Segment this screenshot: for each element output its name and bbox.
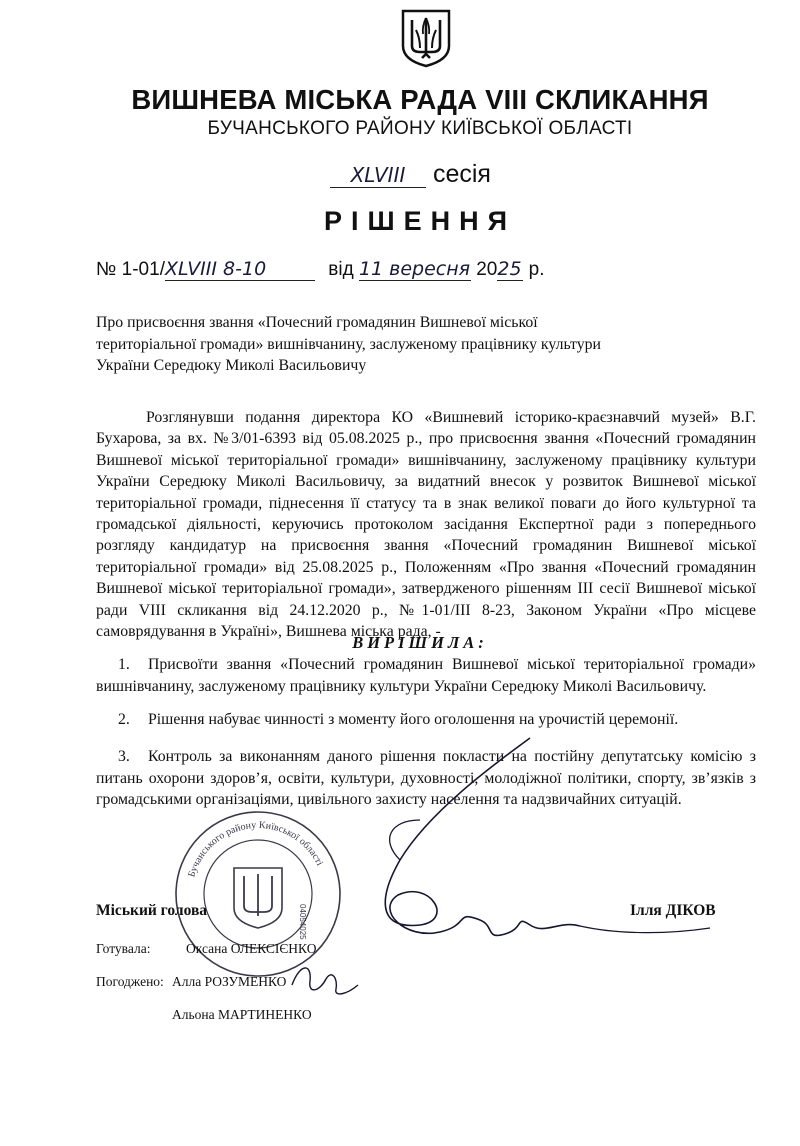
item-text: Рішення набуває чинності з моменту його оголошення на урочистій церемонії. — [148, 711, 679, 728]
item-text: Контроль за виконанням даного рішення покласти на постійну депутатську комісію з питань охорони здоров’я, освіти, культури, духовності, молодіжної політики, спорту, зв’язків з громадськими організаціями, цивільного захисту населення та надзвичайних ситуацій. — [96, 748, 756, 808]
prepared-name: Оксана ОЛЕКСІЄНКО — [186, 941, 317, 956]
resolved-heading: ВИРІШИЛА: — [352, 633, 488, 652]
decision-item-1 — [96, 654, 756, 697]
decision-subject: Про присвоєння звання «Почесний громадянин Вишневої міської територіальної громади» вишнівчанину, заслуженому працівнику культури України Середюку Миколі Васильовичу — [96, 314, 602, 374]
tryzub-coat-of-arms-icon — [400, 8, 452, 68]
prepared-label: Готувала: — [96, 941, 151, 956]
session-line — [330, 160, 491, 189]
decision-number-handwritten: XLVIII 8-10 — [165, 258, 315, 281]
number-prefix: № 1-01/ — [96, 259, 165, 280]
session-number: XLVIII — [330, 163, 426, 188]
approved-label: Погоджено: — [96, 974, 164, 989]
date-label: від — [328, 259, 354, 280]
approval-signature — [286, 955, 366, 1005]
item-number: 1. — [118, 656, 130, 673]
head-label: Міський голова — [96, 902, 208, 919]
decision-preamble: Розглянувши подання директора КО «Вишневий історико-краєзнавчий музей» В.Г. Бухарова, за вх. №3/01-6393 від 05.08.2025 р., про присвоєння звання «Почесний громадянин Вишневої міської територіальної громади» вишнівчанину, заслуженому працівнику культури України Середюку Миколі Васильовичу, за видатний внесок у розвиток Вишневої міської територіальної громади, піднесення її статусу та в знак великої поваги до його культурної та громадської діяльності, керуючись протоколом засідання Експертної ради з попереднього розгляду кандидатур на присвоєння звання «Почесний громадянин Вишневої міської територіальної громади» від 25.08.2025 р., Положенням «Про звання «Почесний громадянин Вишневої міської територіальної громади», затвердженого рішенням ІІІ сесії Вишневої міської ради VIII скликання від 24.12.2020 р., №1-01/ІІІ 8-23, Законом України «Про місцеве самоврядування в Україні», Вишнева міська рада, - — [96, 409, 756, 641]
head-name: Ілля ДІКОВ — [630, 902, 716, 919]
year-handwritten: 25 — [497, 258, 522, 280]
item-number: 2. — [118, 711, 130, 728]
decision-number-line — [96, 258, 545, 281]
svg-text:04054025: 04054025 — [298, 904, 307, 940]
item-text: Присвоїти звання «Почесний громадянин Вишневої міської територіальної громади» вишнівчанину, заслуженому працівнику культури України Середюку Миколі Васильовичу. — [96, 656, 756, 695]
council-title: ВИШНЕВА МІСЬКА РАДА VIII СКЛИКАННЯ — [131, 84, 709, 115]
council-subtitle: БУЧАНСЬКОГО РАЙОНУ КИЇВСЬКОЇ ОБЛАСТІ — [207, 118, 633, 139]
svg-text:Бучанського району Київської о: Бучанського району Київської області — [186, 819, 326, 879]
session-label: сесія — [432, 160, 491, 188]
approved-name-1: Алла РОЗУМЕНКО — [172, 974, 287, 989]
year-suffix: р. — [528, 259, 545, 280]
decision-title: РІШЕННЯ — [323, 206, 517, 236]
date-handwritten: 11 вересня — [358, 258, 471, 280]
year-prefix: 20 — [476, 259, 498, 280]
approved-name-2: Альона МАРТИНЕНКО — [172, 1007, 312, 1022]
item-number: 3. — [118, 748, 130, 765]
